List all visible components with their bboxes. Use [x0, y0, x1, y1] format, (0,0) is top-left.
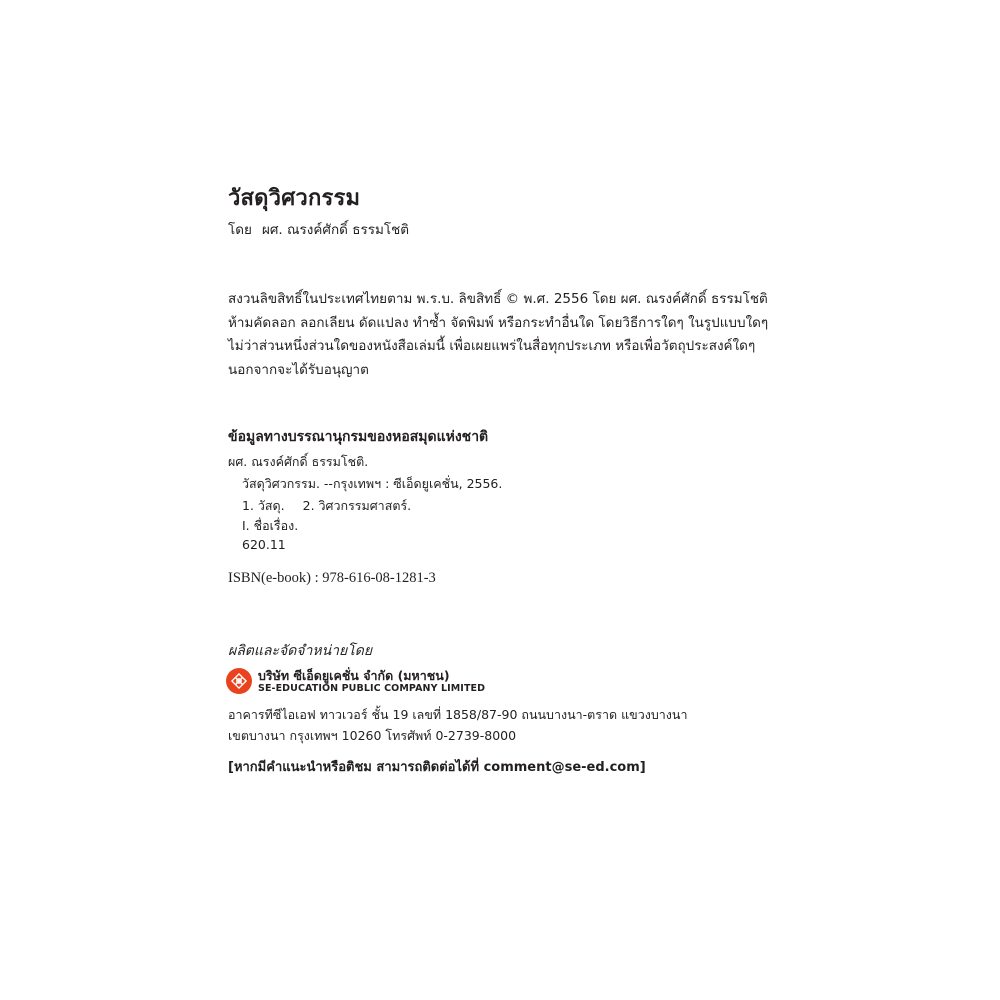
address-line: เขตบางนา กรุงเทพฯ 10260 โทรศัพท์ 0-2739-8000 [228, 727, 517, 743]
cip-subjects [242, 496, 411, 516]
copyright-line: ไม่ว่าส่วนหนึ่งส่วนใดของหนังสือเล่มนี้ เพื่อเผยแพร่ในสื่อทุกประเภท หรือเพื่อวัตถุประสงค์ใดๆ [228, 338, 756, 354]
distributor-label: ผลิตและจัดจำหน่ายโดย [228, 643, 373, 659]
byline-prefix: โดย [228, 222, 252, 238]
cip-classification: 620.11 [242, 537, 286, 552]
cip-author: ผศ. ณรงค์ศักดิ์ ธรรมโชติ. [228, 454, 369, 469]
copyright-line: สงวนลิขสิทธิ์ในประเทศไทยตาม พ.ร.บ. ลิขสิทธิ์ © พ.ศ. 2556 โดย ผศ. ณรงค์ศักดิ์ ธรรมโชติ [228, 291, 768, 307]
cip-heading: ข้อมูลทางบรรณานุกรมของหอสมุดแห่งชาติ [228, 429, 489, 445]
contact-feedback: [หากมีคำแนะนำหรือติชม สามารถติดต่อได้ที่ comment@se-ed.com] [228, 760, 646, 775]
company-name-thai: บริษัท ซีเอ็ดยูเคชั่น จำกัด (มหาชน) [258, 668, 450, 683]
author-byline [228, 218, 409, 240]
address-line: อาคารทีซีไอเอฟ ทาวเวอร์ ชั้น 19 เลขที่ 1858/87-90 ถนนบางนา-ตราด แขวงบางนา [228, 707, 688, 722]
company-name-english: SE-EDUCATION PUBLIC COMPANY LIMITED [258, 683, 486, 694]
isbn: ISBN(e-book) : 978-616-08-1281-3 [228, 570, 436, 586]
company-address [228, 705, 687, 746]
cip-title-entry: I. ชื่อเรื่อง. [242, 518, 299, 533]
byline-author: ผศ. ณรงค์ศักดิ์ ธรรมโชติ [261, 222, 410, 238]
copyright-notice [228, 288, 768, 382]
copyright-line: ห้ามคัดลอก ลอกเลียน ดัดแปลง ทำซ้ำ จัดพิมพ์ หรือกระทำอื่นใด โดยวิธีการใดๆ ในรูปแบบใดๆ [228, 314, 769, 331]
copyright-line: นอกจากจะได้รับอนุญาต [228, 361, 369, 378]
se-ed-logo-icon [226, 668, 252, 694]
book-title: วัสดุวิศวกรรม [228, 186, 361, 211]
cip-title: วัสดุวิศวกรรม. --กรุงเทพฯ : ซีเอ็ดยูเคชั่น, 2556. [242, 476, 503, 491]
cip-subject: 2. วิศวกรรมศาสตร์. [302, 498, 412, 513]
cip-subject: 1. วัสดุ. [242, 498, 285, 513]
